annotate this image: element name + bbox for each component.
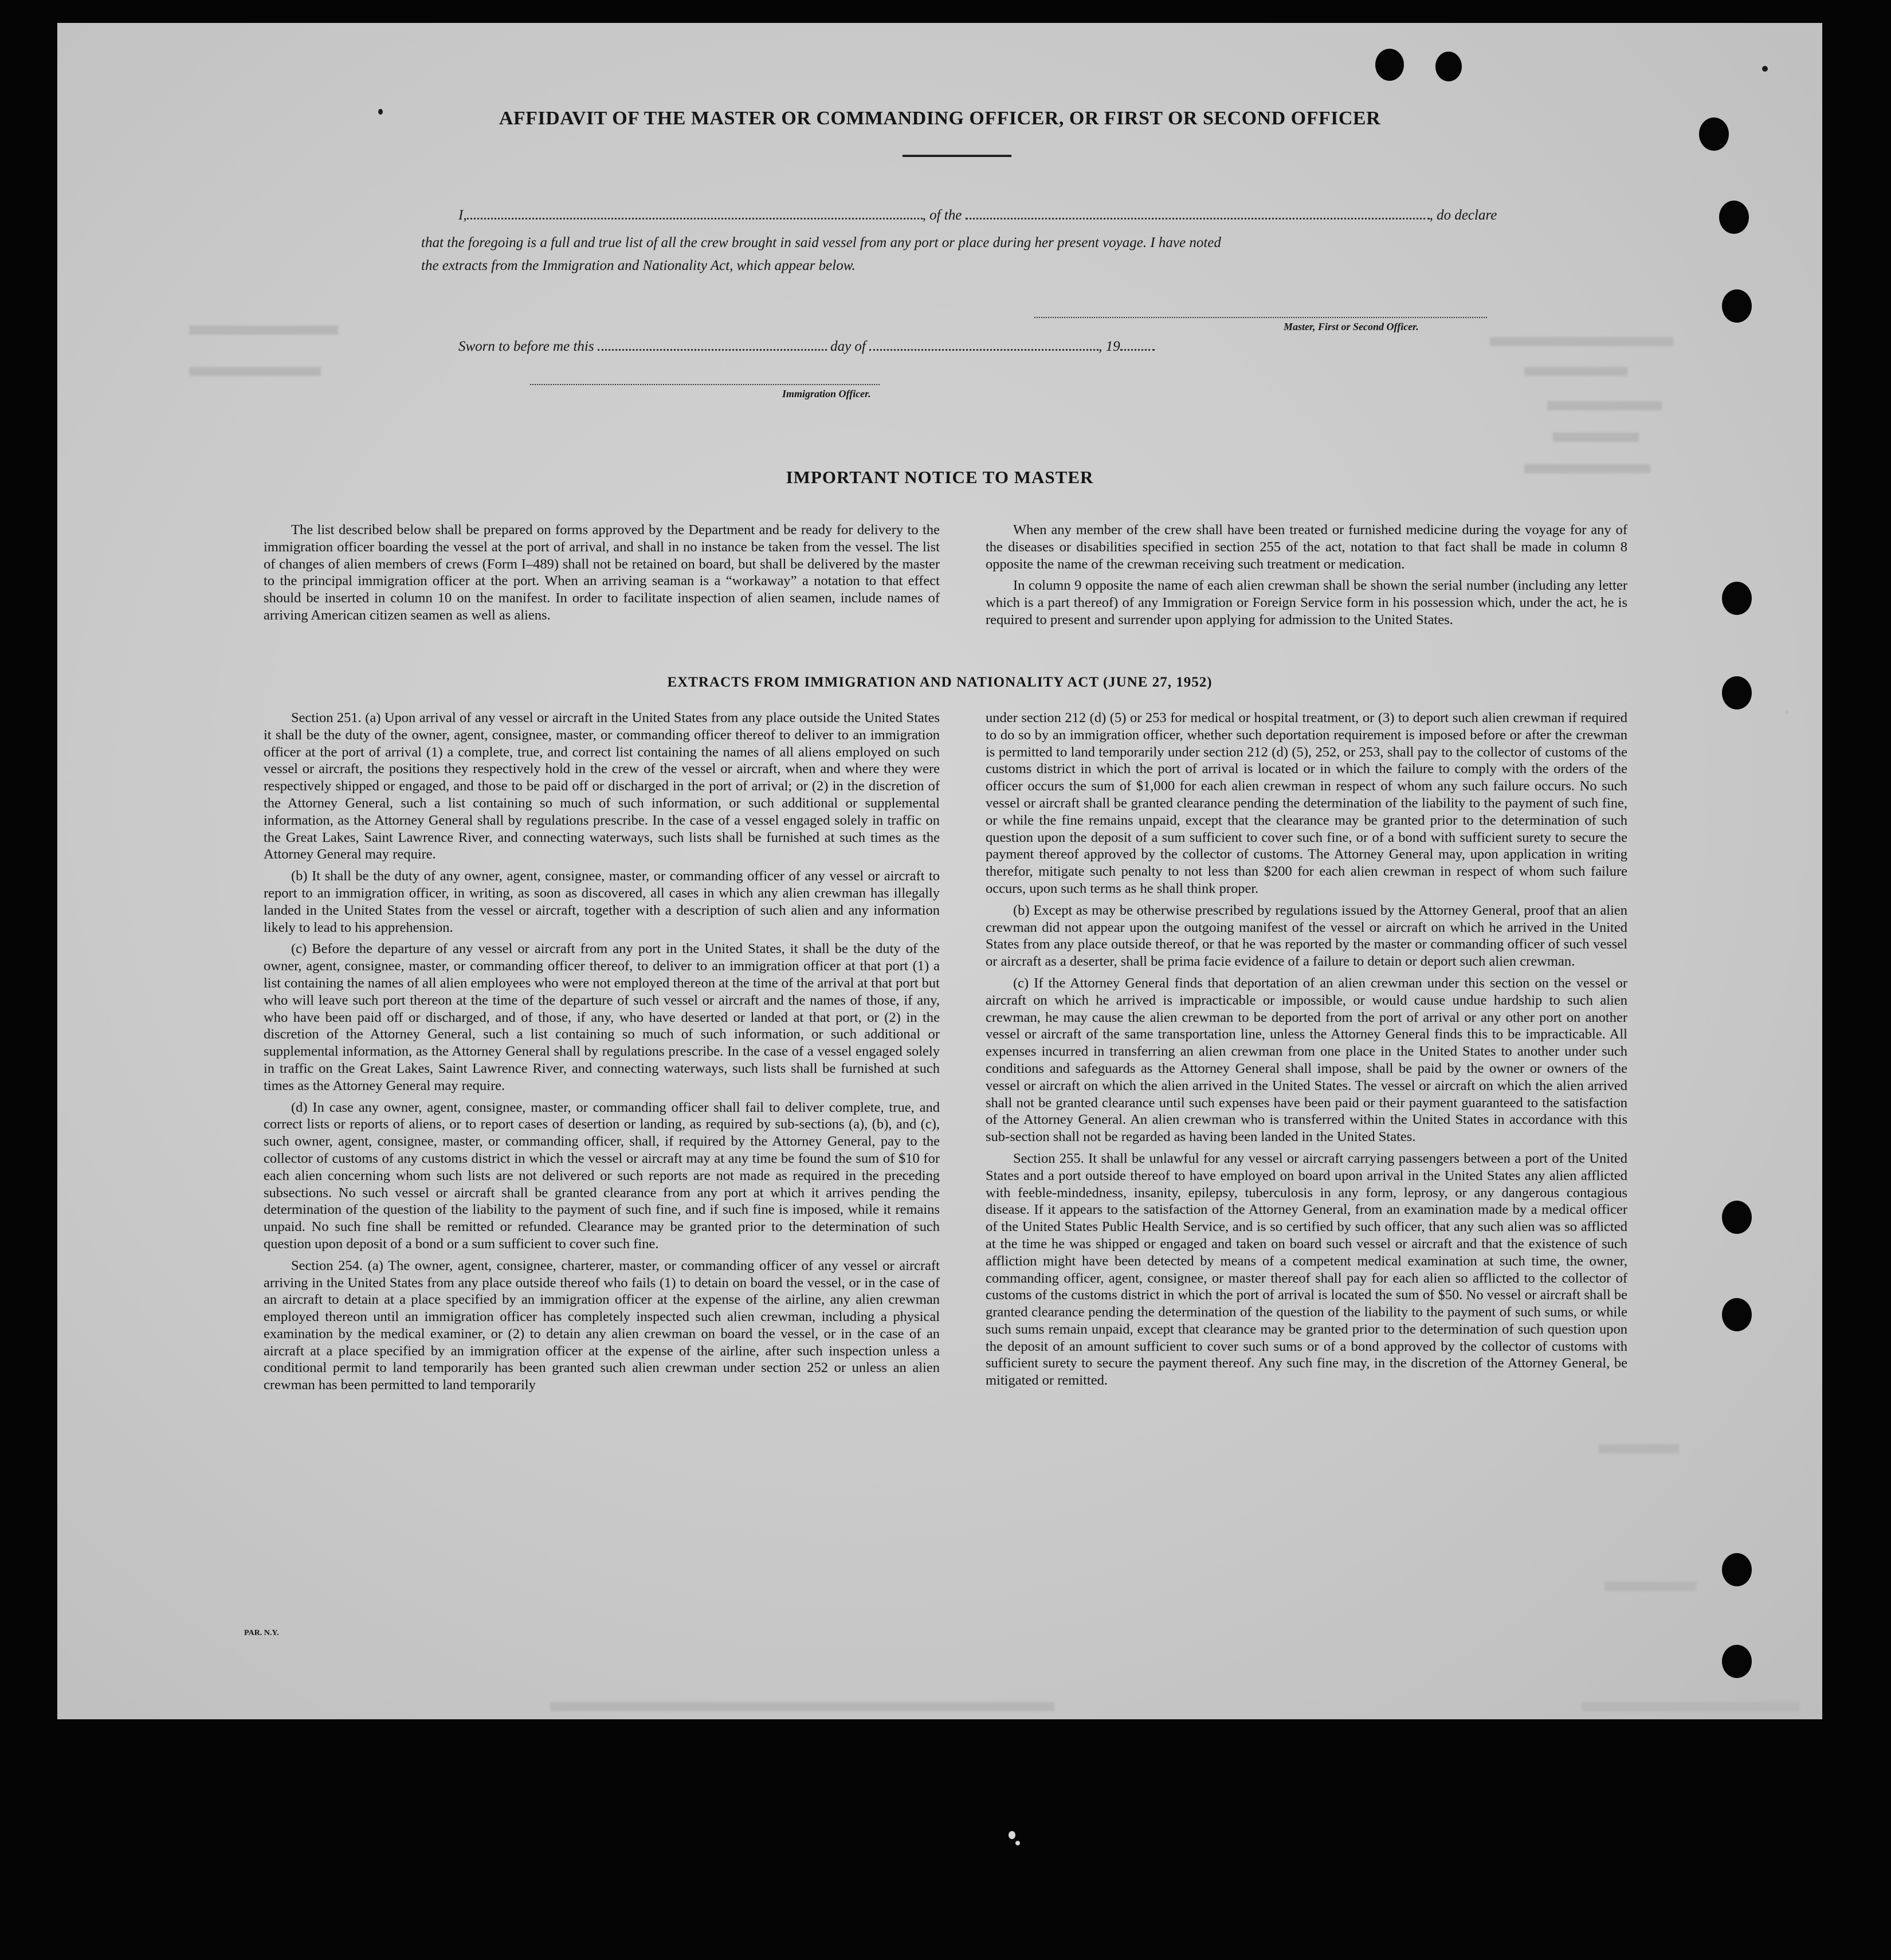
sworn-year: , 19 — [1098, 339, 1120, 354]
document-page — [57, 23, 1822, 1719]
bleed-through-row — [1599, 1444, 1679, 1453]
notice-title: IMPORTANT NOTICE TO MASTER — [786, 467, 1094, 487]
declaration-line-3: the extracts from the Immigration and Nationality Act, which appear below. — [421, 258, 856, 273]
extracts-title: EXTRACTS FROM IMMIGRATION AND NATIONALITY ACT (JUNE 27, 1952) — [667, 675, 1213, 690]
extract-paragraph: (b) Except as may be otherwise prescribed by regulations issued by the Attorney General, proof that an alien crewman did not appear upon the outgoing manifest of the vessel or aircraft on which he arrived in the United States from any place outside thereof, or that he was reported by the master or commanding officer of such vessel or aircraft as a deserter, shall be prima facie evidence of a failure to detain or deport such alien crewman. — [986, 902, 1627, 970]
extract-paragraph: Section 254. (a) The owner, agent, consignee, charterer, master, or commanding officer of any vessel or aircraft arriving in the United States from any place outside thereof who fails (1) to detain on board the vessel, or in the case of an aircraft to detain at a place specified by an immigration officer at the expense of the airline, any alien crewman employed thereon until an immigration officer has completely inspected such alien crewman, including a physical examination by the medical examiner, or (2) to detain any alien crewman on board the vessel, or in the case of an aircraft at a place specified by an immigration officer at the expense of the airline, after such inspection unless a conditional permit to land temporarily has been granted such alien crewman under section 252 or unless an alien crewman has been permitted to land temporarily — [264, 1257, 940, 1393]
binder-hole — [1722, 289, 1752, 323]
binder-hole — [1722, 1298, 1752, 1331]
extract-paragraph: (c) Before the departure of any vessel or aircraft from any port in the United States, it shall be the duty of the owner, agent, consignee, master, or commanding officer thereof, to deliver to an immigration officer at that port (1) a list containing the names of all alien employees who were not employed thereon at the time of the arrival at that port but who will leave such port thereon at the time of the departure of such vessel or aircraft and the names of those, if any, who have been paid off or discharged, and of those, if any, who have deserted or landed at that port, or (2) in the discretion of the Attorney General, such a list containing so much of such information, or such additional or supplemental information, as the Attorney General shall by regulations prescribe. In the case of a vessel engaged solely in traffic on the Great Lakes, Saint Lawrence River, and connecting waterways, such lists shall be furnished at such times as the Attorney General may require. — [264, 941, 940, 1093]
immigration-officer-label: Immigration Officer. — [782, 388, 871, 399]
notice-left-column — [264, 522, 940, 629]
vessel-blank[interactable] — [966, 207, 1430, 219]
declaration-do-declare: , do declare — [1429, 207, 1497, 223]
extract-paragraph: (d) In case any owner, agent, consignee, master, or commanding officer shall fail to deliver complete, true, and correct lists or reports of aliens, or to report cases of desertion or landing, as required by sub-sections (a), (b), and (c), such owner, agent, consignee, master, or commanding officer, shall, if required by the Attorney General, pay to the collector of customs of any customs district in which the vessel or aircraft may at any time be found the sum of $10 for each alien concerning whom such lists are not delivered or such reports are not made as required in the preceding subsections. No such vessel or aircraft shall be granted clearance from any port at which it arrives pending the determination of the question of the liability to the payment of such fine, and if such fine is imposed, while it remains unpaid. No such fine shall be remitted or refunded. Clearance may be granted prior to the determination of such question upon deposit of a bond or a sum sufficient to cover such fine. — [264, 1099, 940, 1252]
notice-right-paragraph: When any member of the crew shall have been treated or furnished medicine during the voyage for any of the diseases or disabilities specified in section 255 of the act, notation to that fact shall be made in column 8 opposite the name of the crewman receiving such treatment or medication. — [986, 522, 1627, 572]
extracts-right-column — [986, 709, 1627, 1394]
binder-hole — [1722, 582, 1752, 615]
master-signature-line[interactable] — [1034, 317, 1487, 318]
sworn-prefix: Sworn to before me this — [458, 339, 594, 354]
bleed-through-row — [550, 1702, 1054, 1711]
binder-hole — [1722, 1201, 1752, 1234]
declaration-line-2: that the foregoing is a full and true list of all the crew brought in said vessel from any port or place during her present voyage. I have noted — [421, 235, 1221, 250]
bleed-through-row — [1547, 401, 1662, 410]
affidavit-title: AFFIDAVIT OF THE MASTER OR COMMANDING OFFICER, OR FIRST OR SECOND OFFICER — [499, 108, 1381, 129]
extract-paragraph: Section 255. It shall be unlawful for any vessel or aircraft carrying passengers between a port of the United States and a port outside thereof to have employed on board upon arrival in the United States any alien afflicted with feeble-mindedness, insanity, epilepsy, tuberculosis in any form, leprosy, or any dangerous contagious disease. If it appears to the satisfaction of the Attorney General, from an examination made by a medical officer of the United States Public Health Service, and is so certified by such officer, that any such alien was so afflicted at the time he was shipped or engaged and taken on board such vessel or aircraft and that the existence of such affliction might have been detected by means of a competent medical examination at such time, the owner, commanding officer, agent, consignee, or master thereof shall pay for each alien so afflicted to the collector of customs of the customs district in which the port of arrival is located the sum of $50. No vessel or aircraft shall be granted clearance pending the determination of the question of the liability to the payment of such sums, or while such sums remain unpaid, except that clearance may be granted prior to the determination of such question upon the deposit of an amount sufficient to cover such sums or of a bond approved by the collector of customs with sufficient surety to secure the payment thereof. Any such fine may, in the discretion of the Attorney General, be mitigated or remitted. — [986, 1150, 1627, 1389]
extract-paragraph: (c) If the Attorney General finds that deportation of an alien crewman under this section on the vessel or aircraft on which he arrived is impracticable or impossible, or would cause undue hardship to such alien crewman, he may cause the alien crewman to be deported from the port of arrival or any other port on another vessel or aircraft of the same transportation line, unless the Attorney General finds this to be impracticable. All expenses incurred in transferring an alien crewman from one place in the United States to another under such conditions and safeguards as the Attorney General shall impose, shall be paid by the owner or owners of the vessel or aircraft on which the alien arrived in the United States. The vessel or aircraft on which the alien arrived shall not be granted clearance until such expenses have been paid or their payment guaranteed to the satisfaction of the Attorney General. An alien crewman who is transferred within the United States in accordance with this sub-section shall not be regarded as having been landed in the United States. — [986, 975, 1627, 1145]
bleed-through-row — [189, 367, 321, 376]
scan-speck — [1785, 711, 1788, 714]
sworn-line — [458, 339, 1155, 355]
bleed-through-row — [1582, 1702, 1799, 1711]
binder-hole — [1375, 49, 1404, 81]
declaration-i: I, — [458, 207, 467, 223]
speck — [1762, 66, 1768, 72]
bleed-through-row — [1490, 337, 1673, 346]
immigration-officer-signature-line[interactable] — [530, 384, 880, 385]
notice-right-paragraph: In column 9 opposite the name of each alien crewman shall be shown the serial number (including any letter which is a part thereof) of any Immigration or Foreign Service form in his possession which, under the act, he is required to present and surrender upon applying for admission to the United States. — [986, 578, 1627, 628]
scan-speck — [1015, 1841, 1020, 1845]
bleed-through-row — [1604, 1582, 1696, 1591]
notice-right-column — [986, 522, 1627, 633]
notice-left-paragraph: The list described below shall be prepared on forms approved by the Department and be ready for delivery to the immigration officer boarding the vessel at the port of arrival, and shall in no instance be taken from the vessel. The list of changes of alien members of crews (Form I–489) shall not be retained on board, but shall be delivered by the master to the principal immigration officer at the port. When an arriving seaman is a “workaway” a notation to that effect should be inserted in column 10 on the manifest. In order to facilitate inspection of alien seamen, include names of arriving American citizen seamen as well as aliens. — [264, 522, 940, 623]
extract-paragraph: Section 251. (a) Upon arrival of any vessel or aircraft in the United States from any place outside the United States it shall be the duty of the owner, agent, consignee, master, or commanding officer thereof to deliver to an immigration officer at the port of arrival (1) a complete, true, and correct list containing the names of all aliens employed on such vessel or aircraft, the positions they respectively hold in the crew of the vessel or aircraft, when and where they were respectively shipped or engaged, and those to be paid off or discharged in the port of arrival; or (2) in the discretion of the Attorney General, such a list containing so much of such information, or such additional or supplemental information, as the Attorney General shall by regulations prescribe. In the case of a vessel engaged solely in traffic on the Great Lakes, Saint Lawrence River, and connecting waterways, such lists shall be furnished at such times as the Attorney General may require. — [264, 710, 940, 863]
bleed-through-row — [1524, 367, 1627, 376]
declaration-line-1 — [458, 207, 1497, 224]
extract-paragraph: under section 212 (d) (5) or 253 for medical or hospital treatment, or (3) to deport such alien crewman if required to do so by an immigration officer, whether such deportation requirement is imposed before or after the crewman is permitted to land temporarily under section 212 (d) (5), 252, or 253, shall pay to the collector of customs of the customs district in which the port of arrival is located or in which the failure to comply with the orders of the officer occurs the sum of $1,000 for each alien crewman in respect of whom any such failure occurs. No such vessel or aircraft shall be granted clearance pending the determination of the liability to the payment of such fine, or while the fine remains unpaid, except that the clearance may be granted prior to the determination of such question upon the deposit of a sum sufficient to cover such fine, or of a bond with sufficient surety to secure the payment thereof approved by the collector of customs. The Attorney General may, upon application in writing therefor, mitigate such penalty to not less than $200 for each alien crewman in respect of whom such failure occurs, upon such terms as he shall think proper. — [986, 710, 1627, 896]
scan-speck — [1009, 1831, 1015, 1839]
master-signature-label: Master, First or Second Officer. — [1284, 321, 1419, 332]
extract-paragraph: (b) It shall be the duty of any owner, agent, consignee, master, or commanding officer of any vessel or aircraft to report to an immigration officer, in writing, as soon as discovered, all cases in which any alien crewman has illegally landed in the United States from the vessel or aircraft, together with a description of such alien and any information likely to lead to his apprehension. — [264, 868, 940, 935]
sworn-day-of: day of — [830, 339, 866, 354]
name-blank[interactable] — [467, 207, 923, 219]
binder-hole — [1435, 52, 1462, 81]
binder-hole — [1719, 201, 1749, 234]
bleed-through-row — [1553, 433, 1639, 442]
sworn-month-blank[interactable] — [869, 339, 1098, 351]
binder-hole — [1722, 1645, 1752, 1678]
sworn-day-blank[interactable] — [598, 339, 827, 351]
binder-hole — [1722, 1553, 1752, 1586]
declaration-of-the: , of the — [922, 207, 962, 223]
sworn-year-blank[interactable] — [1120, 339, 1155, 351]
title-rule — [903, 155, 1011, 157]
bleed-through-row — [189, 326, 338, 335]
extracts-left-column — [264, 709, 940, 1398]
printer-mark: PAR. N.Y. — [244, 1629, 279, 1637]
